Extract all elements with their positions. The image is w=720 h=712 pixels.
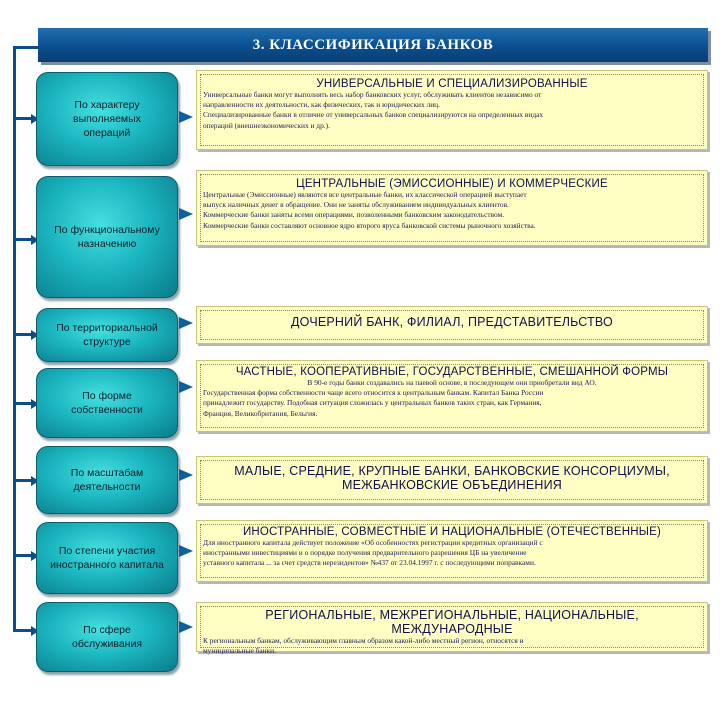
connector-branch <box>13 629 33 632</box>
type-desc-line: Для иностранного капитала действует положение «Об особенностях регистрации кредитных организаций с <box>203 538 543 547</box>
type-heading: РЕГИОНАЛЬНЫЕ, МЕЖРЕГИОНАЛЬНЫЕ, НАЦИОНАЛЬНЫЕ, МЕЖДУНАРОДНЫЕ <box>265 608 639 636</box>
type-box-central <box>196 170 708 246</box>
type-desc-line: Центральные (Эмиссионные) являются все центральные банки, их классической операцией выступает <box>203 190 527 199</box>
arrow <box>179 208 193 220</box>
type-desc-line: операций (внешнеэкономических и др.). <box>203 120 330 130</box>
type-heading: ЧАСТНЫЕ, КООПЕРАТИВНЫЕ, ГОСУДАРСТВЕННЫЕ, СМЕШАННОЙ ФОРМЫ <box>235 366 669 378</box>
type-box-regional <box>196 602 708 656</box>
type-box-private <box>196 360 708 432</box>
type-desc-line: Универсальные банки могут выполнять весь набор банковских услуг, обслуживать клиентов независимо от <box>203 90 542 99</box>
category-foreign-capital: По степени участия иностранного капитала <box>36 522 178 594</box>
connector-trunk <box>13 46 16 630</box>
type-desc-line: Коммерческие банки составляют основное ядро второго яруса банковской системы рыночного хозяйства. <box>203 220 536 230</box>
type-desc-line: иностранными инвестициями и о порядке получения предварительного разрешения ЦБ на увеличение <box>203 548 527 558</box>
type-box-branch <box>196 306 708 344</box>
type-heading: УНИВЕРСАЛЬНЫЕ И СПЕЦИАЛИЗИРОВАННЫЕ <box>316 78 588 90</box>
arrow <box>179 111 193 123</box>
arrow <box>179 469 193 481</box>
type-desc-line: Специализированные банки в отличие от универсальных банков специализируются на определенных видах <box>203 110 544 120</box>
connector-branch <box>13 238 33 241</box>
category-service-area: По сфере обслуживания <box>36 602 178 672</box>
connector-title <box>13 46 39 49</box>
type-box-foreign <box>196 520 708 582</box>
type-desc-line: К региональным банкам, обслуживающим главным образом какой-либо местный регион, относятся и <box>203 636 524 645</box>
type-box-size <box>196 456 708 504</box>
arrow <box>179 545 193 557</box>
connector-branch <box>13 554 33 557</box>
connector-branch <box>13 479 33 482</box>
type-desc-line: Государственная форма собственности чаще всего относится к центральным банкам. Капитал Банка России <box>203 388 544 398</box>
type-desc-line: направленности их деятельности, как физических, так и юридических лиц. <box>203 100 440 110</box>
type-heading: ДОЧЕРНИЙ БАНК, ФИЛИАЛ, ПРЕДСТАВИТЕЛЬСТВО <box>291 315 613 329</box>
arrow <box>179 621 193 633</box>
type-box-universal <box>196 70 708 150</box>
category-scale: По масштабам деятельности <box>36 446 178 514</box>
type-desc-line: муниципальные банки. <box>203 646 276 656</box>
type-heading-line2: МЕЖБАНКОВСКИЕ ОБЪЕДИНЕНИЯ <box>341 478 563 492</box>
category-territory: По территориальной структуре <box>36 308 178 362</box>
connector-branch <box>13 402 33 405</box>
arrow <box>179 317 193 329</box>
type-desc-line: Франция, Великобритания, Бельгия. <box>203 408 318 418</box>
type-heading: ИНОСТРАННЫЕ, СОВМЕСТНЫЕ И НАЦИОНАЛЬНЫЕ (ОТЕЧЕСТВЕННЫЕ) <box>242 526 662 538</box>
connector-branch <box>13 333 33 336</box>
type-heading: ЦЕНТРАЛЬНЫЕ (ЭМИССИОННЫЕ) И КОММЕРЧЕСКИЕ <box>296 178 608 190</box>
arrow <box>179 381 193 393</box>
category-operations: По характеру выполняемых операций <box>36 72 178 166</box>
type-desc-line: В 90-е годы банки создавались на паевой основе, в последующем они приобретали вид АО. <box>307 378 597 387</box>
type-heading: МАЛЫЕ, СРЕДНИЕ, КРУПНЫЕ БАНКИ, БАНКОВСКИЕ КОНСОРЦИУМЫ, <box>234 464 670 478</box>
type-desc-line: выпуск наличных денег в обращение. Они не заняты обслуживанием индивидуальных клиентов. <box>203 200 509 210</box>
type-desc-line: Коммерческие банки заняты всеми операциями, позволенными банковским законодательством. <box>203 210 505 220</box>
type-desc-line: уставного капитала ... за счет средств нерезидентов» №437 от 23.04.1997 г. с последующими поправками. <box>203 558 536 568</box>
diagram-title: 3. КЛАССИФИКАЦИЯ БАНКОВ <box>38 28 708 62</box>
connector-branch <box>13 117 33 120</box>
type-desc-line: принадлежит государству. Подобная ситуация сложилась у центральных банков таких стран, как Германия, <box>203 398 542 408</box>
category-ownership: По форме собственности <box>36 368 178 438</box>
category-function: По функциональному назначению <box>36 176 178 298</box>
